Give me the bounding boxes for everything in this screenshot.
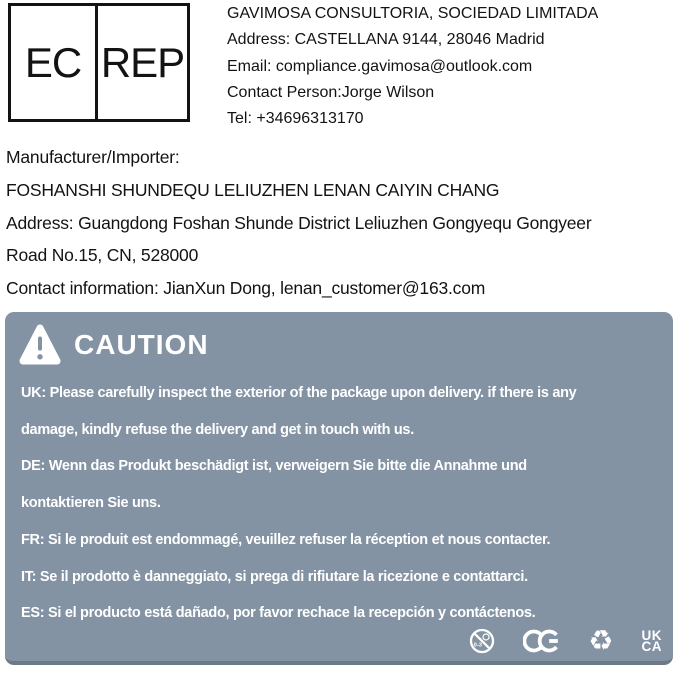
manufacturer-heading: Manufacturer/Importer: xyxy=(6,147,180,167)
caution-title: CAUTION xyxy=(74,329,209,360)
age-0-3-prohibition-icon xyxy=(469,628,495,654)
manufacturer-address-line2: Road No.15, CN, 528000 xyxy=(6,245,199,266)
eu-rep-address: Address: CASTELLANA 9144, 28046 Madrid xyxy=(227,31,545,49)
manufacturer-info xyxy=(6,141,591,305)
caution-header xyxy=(19,321,209,367)
caution-line-it: IT: Se il prodotto è danneggiato, si prega di rifiutare la ricezione e contattarci. xyxy=(21,568,528,585)
caution-panel xyxy=(5,312,673,665)
ec-cell: EC xyxy=(11,6,98,119)
eu-rep-company-name: GAVIMOSA CONSULTORIA, SOCIEDAD LIMITADA xyxy=(227,5,599,22)
caution-text xyxy=(21,375,663,632)
eu-rep-email: Email: compliance.gavimosa@outlook.com xyxy=(227,57,533,75)
manufacturer-contact: Contact information: JianXun Dong, lenan_customer@163.com xyxy=(6,278,486,299)
caution-line-de-1: DE: Wenn das Produkt beschädigt ist, verweigern Sie bitte die Annahme und xyxy=(21,458,527,475)
eu-rep-contact-person: Contact Person:Jorge Wilson xyxy=(227,83,435,101)
caution-line-es: ES: Si el producto está dañado, por favor rechace la recepción y contáctenos. xyxy=(21,605,536,622)
manufacturer-name: FOSHANSHI SHUNDEQU LELIUZHEN LENAN CAIYIN CHANG xyxy=(6,179,500,200)
svg-text:0-3: 0-3 xyxy=(473,642,483,649)
caution-line-uk-2: damage, kindly refuse the delivery and get in touch with us. xyxy=(21,421,414,438)
ukca-top-text: UK xyxy=(641,627,662,643)
ukca-bottom-text: CA xyxy=(641,639,662,654)
eu-rep-info xyxy=(227,1,598,132)
ce-mark-icon xyxy=(523,628,560,654)
compliance-icons-row xyxy=(469,624,662,657)
recycling-icon: ♻ xyxy=(588,624,614,657)
rep-cell: REP xyxy=(100,38,185,86)
eu-rep-tel: Tel: +34696313170 xyxy=(227,110,364,128)
caution-line-de-2: kontaktieren Sie uns. xyxy=(21,495,161,512)
caution-line-uk-1: UK: Please carefully inspect the exterior of the package upon delivery. if there is any xyxy=(21,385,577,401)
warning-triangle-icon xyxy=(19,321,61,367)
ukca-mark-icon xyxy=(641,627,663,654)
ec-rep-symbol xyxy=(8,3,190,122)
caution-line-fr: FR: Si le produit est endommagé, veuillez refuser la réception et nous contacter. xyxy=(21,531,551,548)
manufacturer-address-line1: Address: Guangdong Foshan Shunde District Leliuzhen Gongyequ Gongyeer xyxy=(6,212,592,233)
